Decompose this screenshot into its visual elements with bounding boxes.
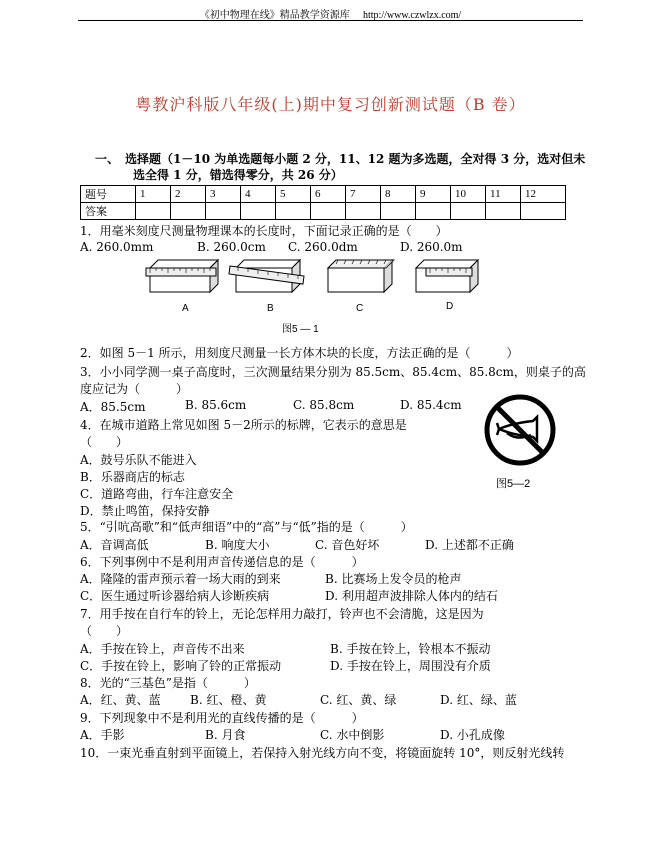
answer-cell[interactable] — [486, 203, 521, 220]
q4-option-d: D．禁止鸣笛，保持安静 — [80, 504, 210, 518]
question-3-line2: 度应记为（ ） — [80, 382, 189, 396]
ruler-setup-c — [328, 260, 394, 292]
q1-option-b: B. 260.0cm — [197, 240, 266, 254]
table-cell: 5 — [276, 186, 311, 203]
answer-table — [80, 185, 566, 220]
q6-option-c: C．医生通过听诊器给病人诊断疾病 — [80, 589, 270, 603]
answer-cell[interactable] — [416, 203, 451, 220]
q6-option-a: A．隆隆的雷声预示着一场大雨的到来 — [80, 572, 281, 586]
answer-cell[interactable] — [136, 203, 171, 220]
header-site: 《初中物理在线》精品教学资源库 — [199, 10, 350, 21]
table-cell: 9 — [416, 186, 451, 203]
question-4-line1: 4．在城市道路上常见如图 5－2所示的标牌，它表示的意思是 — [80, 418, 407, 432]
ruler-setup-b — [229, 260, 304, 292]
section-heading-line1: 一、 选择题（1－10 为单选题每小题 2 分，11、12 题为多选题，全对得 3 分，选对但未 — [95, 152, 586, 166]
table-cell: 3 — [206, 186, 241, 203]
ruler-setup-a — [146, 260, 218, 292]
q3-option-d: D. 85.4cm — [400, 398, 462, 412]
answer-cell[interactable] — [276, 203, 311, 220]
table-cell: 6 — [311, 186, 346, 203]
q9-option-c: C. 水中倒影 — [320, 728, 385, 742]
answer-cell[interactable] — [241, 203, 276, 220]
answer-cell[interactable] — [206, 203, 241, 220]
question-7-line2: （ ） — [80, 624, 129, 638]
q9-option-b: B. 月食 — [205, 728, 246, 742]
answer-cell[interactable] — [521, 203, 566, 220]
question-7-line1: 7．用手按在自行车的铃上，无论怎样用力敲打，铃声也不会清脆，这是因为 — [80, 607, 484, 621]
row-label-number: 题号 — [81, 186, 136, 203]
q7-option-c: C．手按在铃上，影响了铃的正常振动 — [80, 659, 282, 673]
table-cell: 12 — [521, 186, 566, 203]
question-8: 8．光的“三基色”是指（ ） — [80, 676, 256, 690]
question-9: 9．下列现象中不是利用光的直线传播的是（ ） — [80, 711, 364, 725]
row-label-answer: 答案 — [81, 203, 136, 220]
q5-option-c: C. 音色好坏 — [315, 538, 380, 552]
table-row-numbers — [81, 186, 566, 203]
q1-option-c: C. 260.0dm — [288, 240, 358, 254]
question-6: 6．下列事例中不是利用声音传递信息的是（ ） — [80, 555, 364, 569]
q4-option-a: A．鼓号乐队不能进入 — [80, 453, 197, 467]
header-rule — [78, 20, 583, 21]
answer-cell[interactable] — [311, 203, 346, 220]
page-title: 粤教沪科版八年级(上)期中复习创新测试题（B 卷） — [135, 95, 526, 114]
q4-option-b: B．乐器商店的标志 — [80, 470, 185, 484]
q8-option-a: A．红、黄、蓝 — [80, 693, 161, 707]
question-1: 1．用毫米刻度尺测量物理课本的长度时，下面记录正确的是（ ） — [80, 224, 448, 238]
table-cell: 4 — [241, 186, 276, 203]
q1-option-d: D. 260.0m — [400, 240, 463, 254]
answer-cell[interactable] — [381, 203, 416, 220]
fig1-caption: 图5 — 1 — [282, 324, 319, 335]
q8-option-c: C. 红、黄、绿 — [320, 693, 397, 707]
q5-option-a: A．音调高低 — [80, 538, 149, 552]
answer-cell[interactable] — [171, 203, 206, 220]
q8-option-d: D. 红、绿、蓝 — [440, 693, 517, 707]
fig1-label-a: A — [182, 303, 189, 314]
fig1-label-d: D — [446, 301, 454, 312]
q6-option-d: D. 利用超声波排除人体内的结石 — [325, 589, 498, 603]
q4-option-c: C．道路弯曲，行车注意安全 — [80, 487, 234, 501]
q7-option-b: B. 手按在铃上，铃根本不振动 — [330, 642, 491, 656]
table-cell: 10 — [451, 186, 486, 203]
question-10: 10．一束光垂直射到平面镜上，若保持入射光线方向不变，将镜面旋转 10°，则反射光线转 — [80, 746, 565, 760]
page-header — [0, 6, 661, 21]
section-heading-line2: 选全得 1 分，错选得零分，共 26 分） — [133, 168, 343, 182]
q5-option-b: B. 响度大小 — [205, 538, 270, 552]
ruler-setup-d — [416, 260, 478, 292]
table-row-answers — [81, 203, 566, 220]
answer-cell[interactable] — [346, 203, 381, 220]
question-3-line1: 3．小小同学测一桌子高度时，三次测量结果分别为 85.5cm、85.4cm、85.8cm，则桌子的高 — [80, 365, 586, 379]
q1-option-a: A. 260.0mm — [80, 240, 154, 254]
q7-option-a: A．手按在铃上，声音传不出来 — [80, 642, 245, 656]
fig1-label-c: C — [356, 303, 364, 314]
q3-option-a: A．85.5cm — [80, 400, 146, 414]
q5-option-d: D. 上述都不正确 — [425, 538, 514, 552]
q3-option-b: B. 85.6cm — [185, 398, 247, 412]
question-5: 5．“引吭高歌”和“低声细语”中的“高”与“低”指的是（ ） — [80, 520, 413, 534]
q6-option-b: B. 比赛场上发令员的枪声 — [325, 572, 462, 586]
table-cell: 8 — [381, 186, 416, 203]
q7-option-d: D. 手按在铃上，周围没有介质 — [330, 659, 491, 673]
q3-option-c: C. 85.8cm — [293, 398, 355, 412]
question-4-line2: （ ） — [80, 435, 129, 449]
answer-cell[interactable] — [451, 203, 486, 220]
question-2: 2．如图 5－1 所示，用刻度尺测量一长方体木块的长度，方法正确的是（ ） — [80, 346, 519, 360]
table-cell: 11 — [486, 186, 521, 203]
table-cell: 1 — [136, 186, 171, 203]
fig1-label-b: B — [267, 303, 274, 314]
q8-option-b: B. 红、橙、黄 — [190, 693, 267, 707]
header-url[interactable]: http://www.czwlzx.com/ — [362, 10, 462, 21]
q9-option-a: A．手影 — [80, 728, 125, 742]
q9-option-d: D. 小孔成像 — [440, 728, 505, 742]
table-cell: 7 — [346, 186, 381, 203]
no-horn-sign-icon — [483, 393, 557, 467]
fig2-caption: 图5—2 — [496, 478, 531, 490]
table-cell: 2 — [171, 186, 206, 203]
